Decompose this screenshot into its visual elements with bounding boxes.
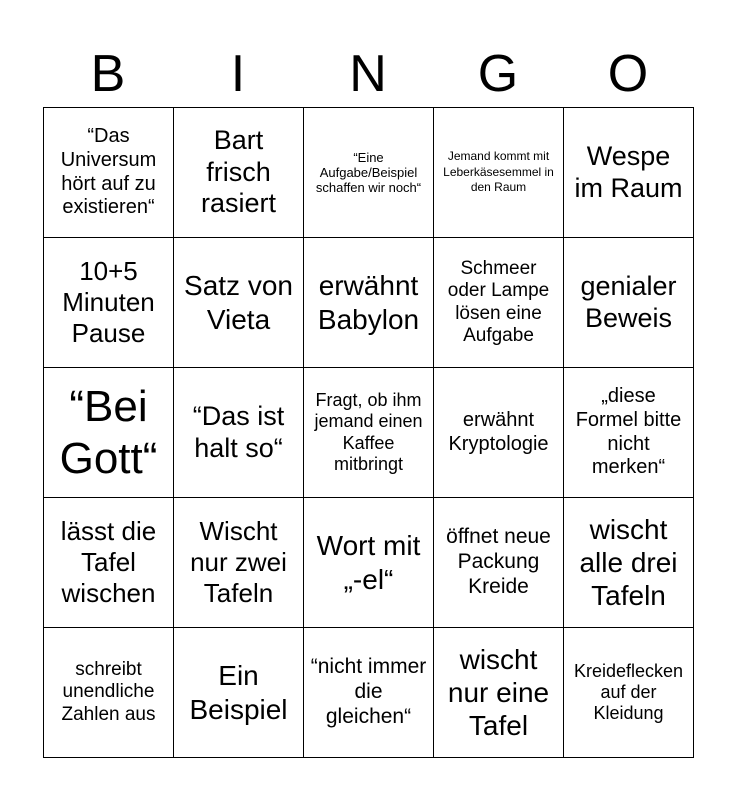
bingo-cell-r1-c1: Satz von Vieta <box>174 238 304 368</box>
bingo-cell-r0-c0: “Das Universum hört auf zu existieren“ <box>44 108 174 238</box>
bingo-cell-r2-c2: Fragt, ob ihm jemand einen Kaffee mitbringt <box>304 368 434 498</box>
bingo-cell-r0-c3: Jemand kommt mit Leberkäsesemmel in den Raum <box>434 108 564 238</box>
header-letter-i: I <box>230 45 246 103</box>
bingo-cell-r2-c0: “Bei Gott“ <box>44 368 174 498</box>
bingo-cell-r3-c2: Wort mit „-el“ <box>304 498 434 628</box>
header-letter-o: O <box>607 45 649 103</box>
bingo-cell-r1-c3: Schmeer oder Lampe lösen eine Aufgabe <box>434 238 564 368</box>
bingo-cell-r2-c3: erwähnt Kryptologie <box>434 368 564 498</box>
bingo-cell-r2-c1: “Das ist halt so“ <box>174 368 304 498</box>
bingo-cell-r4-c0: schreibt unendliche Zahlen aus <box>44 628 174 758</box>
bingo-cell-r3-c1: Wischt nur zwei Tafeln <box>174 498 304 628</box>
bingo-cell-r0-c2: “Eine Aufgabe/Beispiel schaffen wir noch“ <box>304 108 434 238</box>
header-letter-n: N <box>349 45 387 103</box>
bingo-cell-r0-c1: Bart frisch rasiert <box>174 108 304 238</box>
bingo-header <box>43 40 693 108</box>
bingo-cell-r0-c4: Wespe im Raum <box>564 108 694 238</box>
bingo-cell-r1-c0: 10+5 Minuten Pause <box>44 238 174 368</box>
bingo-cell-r4-c4: Kreideflecken auf der Kleidung <box>564 628 694 758</box>
bingo-cell-r1-c2: erwähnt Babylon <box>304 238 434 368</box>
bingo-board <box>43 107 694 758</box>
header-letter-b: B <box>90 45 126 103</box>
bingo-cell-r3-c3: öffnet neue Packung Kreide <box>434 498 564 628</box>
bingo-cell-r2-c4: „diese Formel bitte nicht merken“ <box>564 368 694 498</box>
header-letter-g: G <box>477 45 519 103</box>
bingo-cell-r1-c4: genialer Beweis <box>564 238 694 368</box>
bingo-cell-r3-c4: wischt alle drei Tafeln <box>564 498 694 628</box>
bingo-cell-r4-c1: Ein Beispiel <box>174 628 304 758</box>
bingo-cell-r3-c0: lässt die Tafel wischen <box>44 498 174 628</box>
bingo-cell-r4-c2: “nicht immer die gleichen“ <box>304 628 434 758</box>
bingo-cell-r4-c3: wischt nur eine Tafel <box>434 628 564 758</box>
